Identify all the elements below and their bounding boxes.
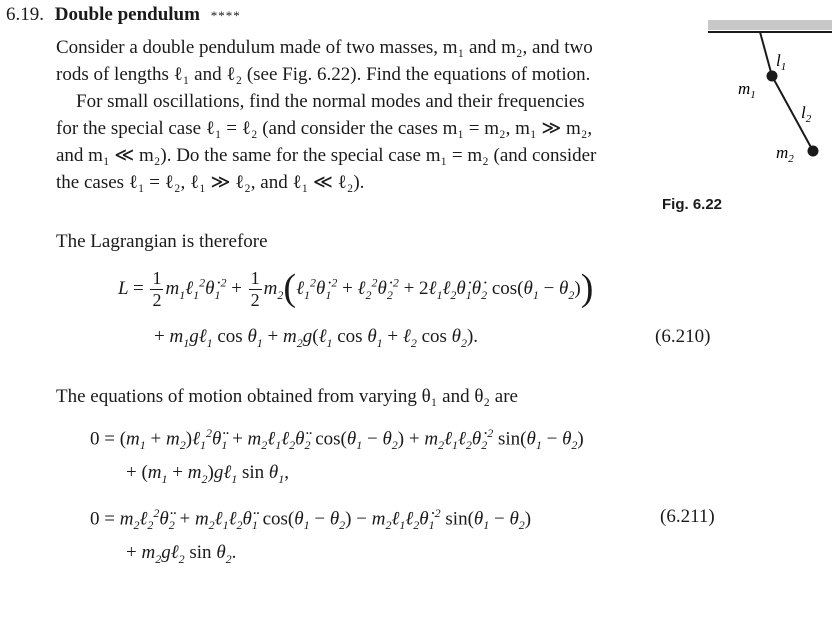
problem-header bbox=[6, 4, 241, 26]
equation-number-6-210: (6.210) bbox=[655, 326, 711, 347]
lagrangian-intro: The Lagrangian is therefore bbox=[56, 231, 268, 252]
ceiling bbox=[708, 20, 832, 30]
paragraph-line: and m₁ ≪ m₂). Do the same for the special case m₁ = m₂ (and consider bbox=[56, 145, 597, 166]
paragraph-line: rods of lengths ℓ₁ and ℓ₂ (see Fig. 6.22). Find the equations of motion. bbox=[56, 64, 591, 85]
equation-number-6-211: (6.211) bbox=[660, 506, 715, 527]
eom-intro: The equations of motion obtained from varying θ₁ and θ₂ are bbox=[56, 386, 518, 407]
label-m1: $m_1$ bbox=[738, 79, 756, 101]
equation-6-210-line-1: L = $\frac{1}{2}$ $m_1\ell_1^2\thetȧ_1^2$ + $\frac{1}{2}$ $m_2(\ell_1^2\thetȧ_1^2$ + $\ell_2^2\thetȧ_2^2$ + $2\ell_1\ell_2\thetȧ_1\thetȧ_2$ $\cos(\theta_1 - \theta_2)$) bbox=[118, 267, 594, 311]
fraction-half: $\frac{1}{2}$ bbox=[250, 268, 260, 311]
problem-paragraph-2 bbox=[56, 88, 596, 196]
paragraph-line: Consider a double pendulum made of two masses, m₁ and m₂, and two bbox=[56, 37, 593, 58]
rod-1 bbox=[760, 32, 772, 76]
mass-2 bbox=[808, 146, 819, 157]
equation-6-211-second-line-2: + $m_2g\ell_2$ $\sin \theta_2$. bbox=[126, 542, 237, 566]
double-pendulum-figure bbox=[700, 10, 838, 180]
label-l2: $l_2$ bbox=[801, 103, 812, 125]
equation-6-211-first-line-1: $0 = (m_1$ + $m_2)\ell_1^2\thetä_1$ + $m_2\ell_1\ell_2\thetä_2$ $\cos(\theta_1 - \theta_2)$ + $m_2\ell_1\ell_2\thetȧ_2^2$ $\sin(\theta_1 - \theta_2)$ bbox=[90, 426, 584, 453]
problem-paragraph-1 bbox=[56, 34, 593, 88]
label-m2: $m_2$ bbox=[776, 143, 794, 165]
fraction-half: $\frac{1}{2}$ bbox=[152, 268, 162, 311]
paragraph-line: for the special case ℓ₁ = ℓ₂ (and consider the cases m₁ = m₂, m₁ ≫ m₂, bbox=[56, 118, 593, 139]
mass-1 bbox=[767, 71, 778, 82]
equation-6-211-second-line-1: $0 = m_2\ell_2^2\thetä_2$ + $m_2\ell_1\ell_2\thetä_1$ $\cos(\theta_1 - \theta_2)$ − $m_2\ell_1\ell_2\thetȧ_1^2$ $\sin(\theta_1 - \theta_2)$ bbox=[90, 506, 532, 533]
paragraph-line: the cases ℓ₁ = ℓ₂, ℓ₁ ≫ ℓ₂, and ℓ₁ ≪ ℓ₂). bbox=[56, 172, 365, 193]
difficulty-stars: **** bbox=[210, 8, 241, 23]
label-l1: $l_1$ bbox=[776, 51, 787, 73]
problem-title: Double pendulum bbox=[54, 4, 200, 25]
figure-caption: Fig. 6.22 bbox=[662, 196, 723, 213]
equation-6-211-first-line-2: + ($m_1$ + $m_2)g\ell_1$ $\sin \theta_1$, bbox=[126, 462, 290, 486]
paragraph-line: For small oscillations, find the normal modes and their frequencies bbox=[76, 91, 585, 112]
problem-number: 6.19. bbox=[6, 4, 44, 25]
equation-6-210-line-2: + $m_1g\ell_1$ $\cos \theta_1$ + $m_2g(\ell_1$ $\cos \theta_1$ + ℓ$_2$ $\cos \theta_2$). bbox=[154, 326, 479, 350]
